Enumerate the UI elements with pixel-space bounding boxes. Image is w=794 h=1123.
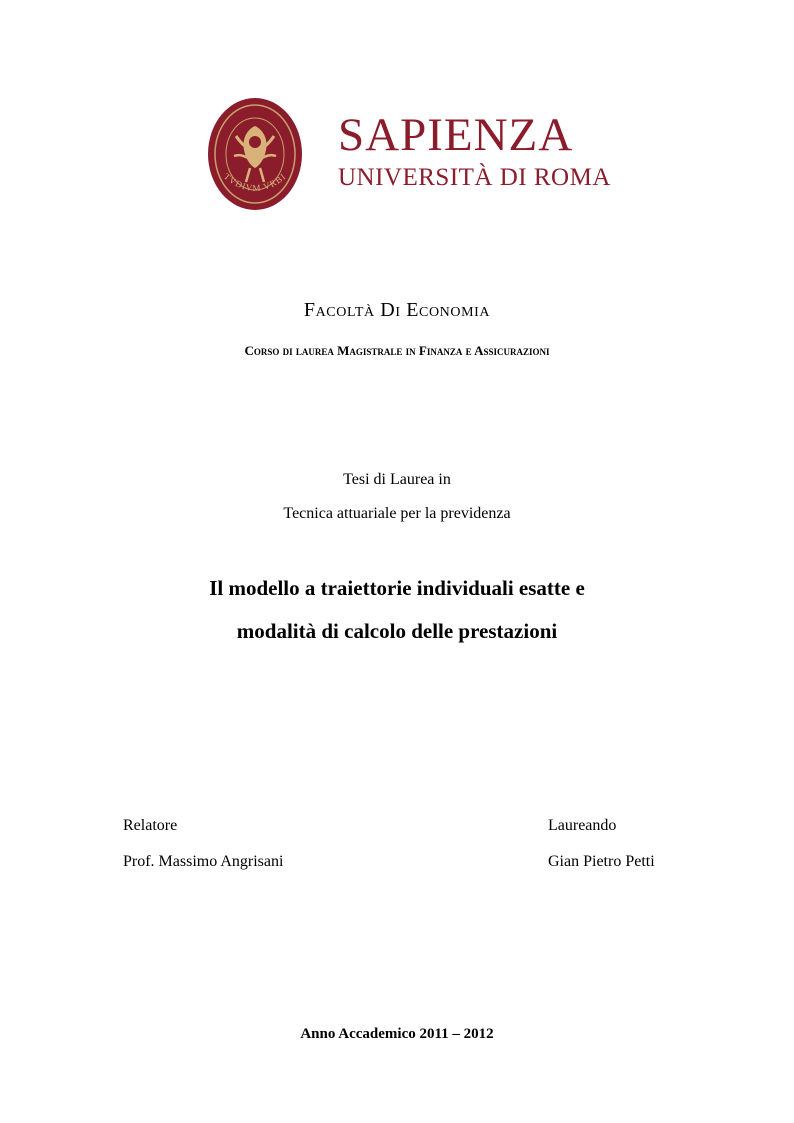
faculty-title: Facoltà Di Economia (303, 299, 491, 321)
thesis-type: Tesi di Laurea in (343, 471, 451, 488)
logo-sub: UNIVERSITÀ DI ROMA (338, 164, 611, 191)
thesis-title-line-1: Il modello a traiettorie individuali esatte e (209, 576, 585, 600)
relatore-label: Relatore (123, 817, 178, 834)
logo-main: SAPIENZA (338, 109, 574, 161)
sapienza-seal-icon (206, 96, 304, 212)
seal-motto: TVDIVM VRBI (221, 171, 289, 194)
thesis-subject: Tecnica attuariale per la previdenza (283, 505, 511, 522)
academic-year: Anno Accademico 2011 – 2012 (300, 1026, 494, 1042)
relatore-name: Prof. Massimo Angrisani (123, 853, 284, 870)
laureando-name: Gian Pietro Petti (548, 853, 655, 870)
laureando-label: Laureando (548, 817, 617, 834)
course-title: Corso di laurea Magistrale in Finanza e Assicurazioni (244, 343, 550, 358)
thesis-title-line-2: modalità di calcolo delle prestazioni (236, 619, 558, 643)
university-logo-text (338, 109, 611, 191)
